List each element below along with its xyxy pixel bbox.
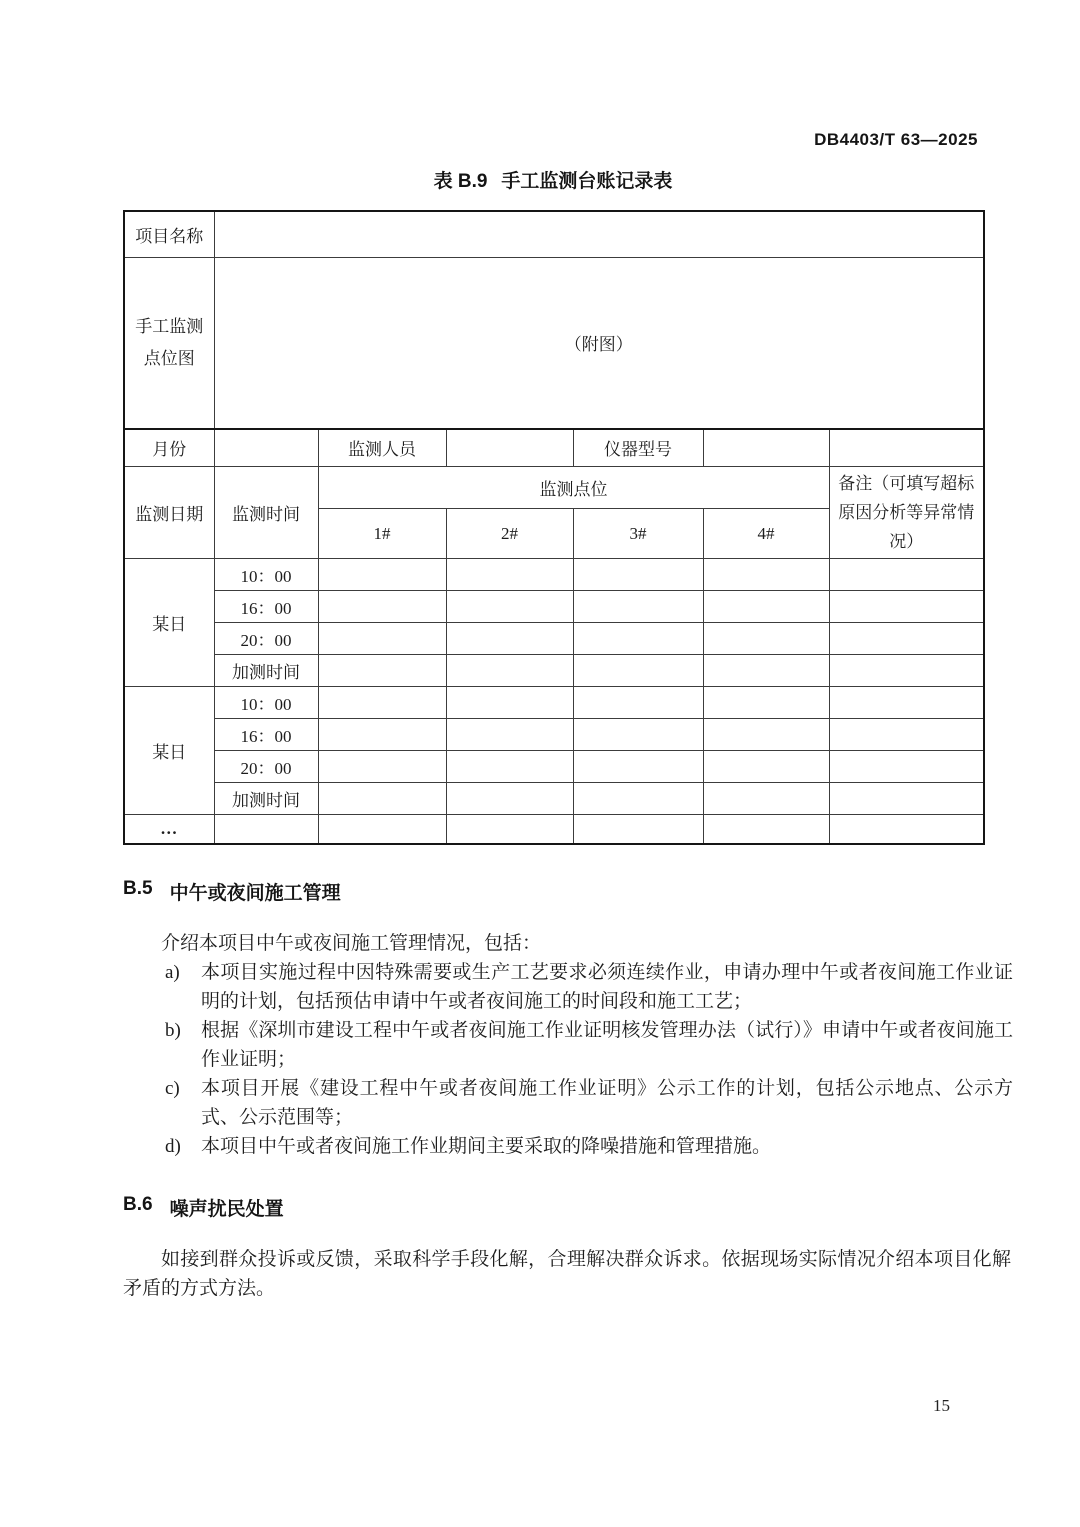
table-row bbox=[124, 257, 984, 429]
list-item-text: 根据《深圳市建设工程中午或者夜间施工作业证明核发管理办法（试行）》申请中午或者夜间施工作业证明； bbox=[201, 1019, 1013, 1070]
data-cell bbox=[573, 559, 703, 591]
list-item bbox=[123, 958, 1015, 1016]
month-row-extra-cell bbox=[829, 429, 984, 466]
data-cell bbox=[703, 559, 829, 591]
ellipsis-cell: … bbox=[124, 815, 214, 844]
remark-cell bbox=[829, 815, 984, 844]
remark-cell bbox=[829, 591, 984, 623]
data-cell bbox=[318, 559, 446, 591]
list-item-text: 本项目实施过程中因特殊需要或生产工艺要求必须连续作业，申请办理中午或者夜间施工作业证明的计划，包括预估申请中午或者夜间施工的时间段和施工工艺； bbox=[201, 961, 1013, 1012]
section-number: B.6 bbox=[123, 1193, 153, 1215]
points-header-cell: 监测点位 bbox=[318, 466, 829, 509]
table-row bbox=[124, 211, 984, 257]
data-cell bbox=[446, 655, 573, 687]
section-b6 bbox=[123, 1194, 1015, 1303]
table-title bbox=[123, 166, 983, 193]
day-cell: 某日 bbox=[124, 559, 214, 687]
time-cell: 16：00 bbox=[214, 719, 318, 751]
data-cell bbox=[446, 559, 573, 591]
data-cell bbox=[573, 751, 703, 783]
data-cell bbox=[703, 687, 829, 719]
time-cell: 加测时间 bbox=[214, 655, 318, 687]
section-b5-heading bbox=[123, 878, 1015, 905]
point-column-1-cell: 1# bbox=[318, 509, 446, 559]
instrument-value-cell bbox=[703, 429, 829, 466]
data-cell bbox=[318, 783, 446, 815]
time-cell: 16：00 bbox=[214, 591, 318, 623]
data-cell bbox=[703, 655, 829, 687]
data-cell bbox=[703, 751, 829, 783]
date-header-cell: 监测日期 bbox=[124, 466, 214, 559]
month-label-cell: 月份 bbox=[124, 429, 214, 466]
table-row bbox=[124, 815, 984, 844]
time-cell: 加测时间 bbox=[214, 783, 318, 815]
project-name-value-cell bbox=[214, 211, 984, 257]
point-map-value-cell: （附图） bbox=[214, 257, 984, 429]
project-name-label-cell: 项目名称 bbox=[124, 211, 214, 257]
data-cell bbox=[446, 815, 573, 844]
point-column-4-cell: 4# bbox=[703, 509, 829, 559]
table-row bbox=[124, 559, 984, 591]
list-item-label: c) bbox=[165, 1077, 180, 1099]
data-cell bbox=[703, 783, 829, 815]
list-item bbox=[123, 1016, 1015, 1074]
data-cell bbox=[318, 815, 446, 844]
table-row bbox=[124, 783, 984, 815]
table-title-prefix: 表 B.9 bbox=[433, 171, 488, 192]
table-row bbox=[124, 655, 984, 687]
table-title-text: 手工监测台账记录表 bbox=[501, 171, 673, 192]
list-item-label: d) bbox=[165, 1135, 181, 1157]
data-cell bbox=[446, 719, 573, 751]
table-row bbox=[124, 591, 984, 623]
remark-cell bbox=[829, 655, 984, 687]
manual-monitoring-ledger-table bbox=[123, 210, 985, 845]
section-b5 bbox=[123, 878, 1015, 1161]
data-cell bbox=[573, 623, 703, 655]
data-cell bbox=[703, 623, 829, 655]
time-cell: 10：00 bbox=[214, 687, 318, 719]
data-cell bbox=[703, 591, 829, 623]
page-content bbox=[123, 160, 1015, 1303]
data-cell bbox=[318, 719, 446, 751]
table-row bbox=[124, 751, 984, 783]
data-cell bbox=[446, 687, 573, 719]
data-cell bbox=[573, 591, 703, 623]
table-row bbox=[124, 719, 984, 751]
table-row bbox=[124, 429, 984, 466]
data-cell bbox=[446, 751, 573, 783]
data-cell bbox=[446, 623, 573, 655]
section-b5-intro: 介绍本项目中午或夜间施工管理情况，包括： bbox=[161, 932, 542, 954]
personnel-value-cell bbox=[446, 429, 573, 466]
section-title: 噪声扰民处置 bbox=[169, 1198, 284, 1220]
data-cell bbox=[446, 591, 573, 623]
time-header-cell: 监测时间 bbox=[214, 466, 318, 559]
time-cell bbox=[214, 815, 318, 844]
table-header-row bbox=[124, 466, 984, 509]
list-item-label: b) bbox=[165, 1019, 181, 1041]
point-column-2-cell: 2# bbox=[446, 509, 573, 559]
data-cell bbox=[318, 591, 446, 623]
remark-cell bbox=[829, 559, 984, 591]
section-title: 中午或夜间施工管理 bbox=[169, 882, 341, 904]
data-cell bbox=[318, 623, 446, 655]
remark-cell bbox=[829, 751, 984, 783]
remark-cell bbox=[829, 719, 984, 751]
month-value-cell bbox=[214, 429, 318, 466]
table-row bbox=[124, 623, 984, 655]
personnel-label-cell: 监测人员 bbox=[318, 429, 446, 466]
data-cell bbox=[318, 687, 446, 719]
data-cell bbox=[318, 751, 446, 783]
remark-cell bbox=[829, 687, 984, 719]
section-b6-paragraph: 如接到群众投诉或反馈，采取科学手段化解，合理解决群众诉求。依据现场实际情况介绍本项目化解矛盾的方式方法。 bbox=[123, 1248, 1011, 1299]
point-map-label-cell: 手工监测点位图 bbox=[124, 257, 214, 429]
standard-number: DB4403/T 63—2025 bbox=[814, 130, 978, 149]
day-cell: 某日 bbox=[124, 687, 214, 815]
remark-cell bbox=[829, 783, 984, 815]
section-number: B.5 bbox=[123, 877, 153, 899]
table-row bbox=[124, 687, 984, 719]
list-item-text: 本项目中午或者夜间施工作业期间主要采取的降噪措施和管理措施。 bbox=[201, 1135, 772, 1157]
data-cell bbox=[573, 655, 703, 687]
instrument-label-cell: 仪器型号 bbox=[573, 429, 703, 466]
list-item-text: 本项目开展《建设工程中午或者夜间施工作业证明》公示工作的计划，包括公示地点、公示方式、公示范围等； bbox=[201, 1077, 1013, 1128]
section-b5-list bbox=[123, 958, 1015, 1161]
list-item-label: a) bbox=[165, 961, 180, 983]
time-cell: 20：00 bbox=[214, 623, 318, 655]
data-cell bbox=[318, 655, 446, 687]
time-cell: 20：00 bbox=[214, 751, 318, 783]
data-cell bbox=[573, 783, 703, 815]
data-cell bbox=[573, 815, 703, 844]
remark-cell bbox=[829, 623, 984, 655]
data-cell bbox=[573, 687, 703, 719]
remark-header-cell: 备注（可填写超标原因分析等异常情况） bbox=[829, 466, 984, 559]
data-cell bbox=[573, 719, 703, 751]
data-cell bbox=[703, 719, 829, 751]
data-cell bbox=[446, 783, 573, 815]
section-b6-heading bbox=[123, 1194, 1015, 1221]
page-number: 15 bbox=[933, 1396, 950, 1415]
time-cell: 10：00 bbox=[214, 559, 318, 591]
data-cell bbox=[703, 815, 829, 844]
list-item bbox=[123, 1132, 1015, 1161]
list-item bbox=[123, 1074, 1015, 1132]
point-column-3-cell: 3# bbox=[573, 509, 703, 559]
